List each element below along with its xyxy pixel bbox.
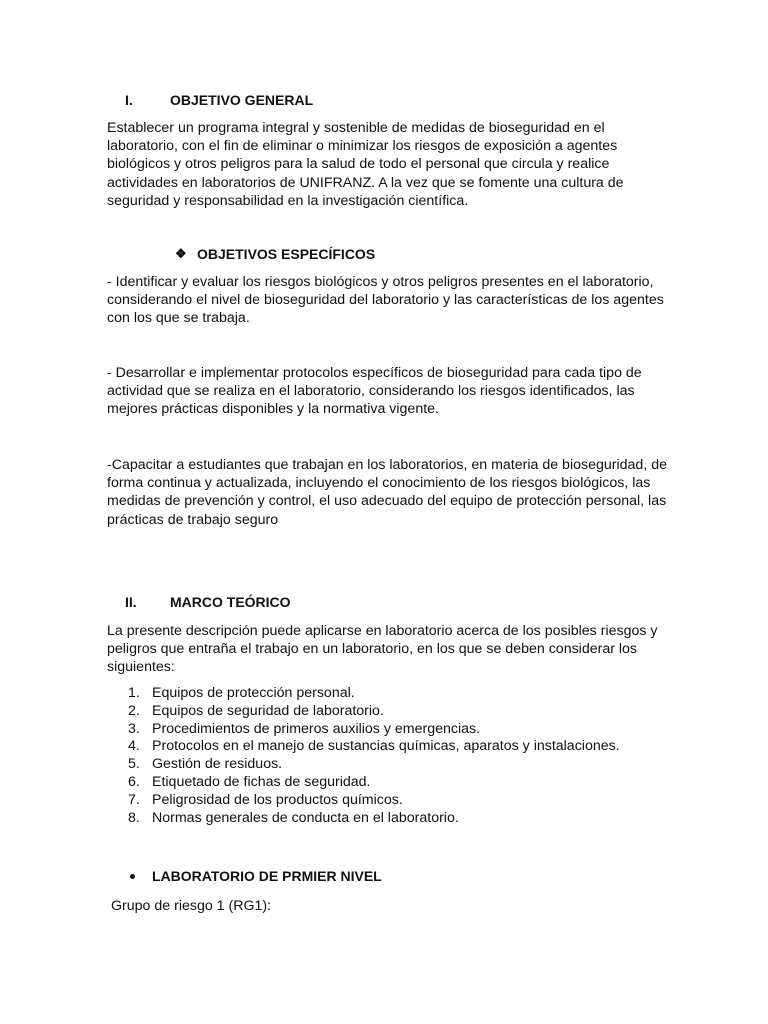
list-item [107, 810, 667, 828]
paragraph-line: Establecer un programa integral y sostenible de medidas de bioseguridad en el [107, 120, 605, 136]
list-item-number: 8. [128, 809, 140, 826]
bullet-dot-icon [130, 874, 135, 879]
paragraph-line: biológicos y otros peligros para la salud de todo el personal que circula y realice [107, 156, 610, 173]
objetivo-general-paragraph [107, 119, 667, 210]
paragraph-line: - Identificar y evaluar los riesgos biológicos y otros peligros presentes en el laboratorio, [107, 274, 654, 290]
objetivo-especifico-item [107, 364, 667, 419]
list-item [107, 756, 667, 774]
list-item-text: Normas generales de conducta en el laboratorio. [152, 809, 459, 826]
list-item-number: 4. [128, 738, 140, 755]
paragraph-line: actividad que se realiza en el laboratorio, considerando los riesgos identificados, las [107, 383, 635, 400]
list-item-text: Peligrosidad de los productos químicos. [152, 791, 403, 808]
paragraph-line: -Capacitar a estudiantes que trabajan en los laboratorios, en materia de bioseguridad, de [107, 457, 667, 473]
paragraph-line: prácticas de trabajo seguro [107, 511, 279, 528]
list-item [107, 703, 667, 721]
section-title: OBJETIVO GENERAL [170, 92, 314, 108]
section-title: LABORATORIO DE PRMIER NIVEL [152, 868, 382, 884]
diamond-bullet-icon: ❖ [175, 246, 187, 261]
paragraph-line: laboratorio, con el fin de eliminar o minimizar los riesgos de exposición a agentes [107, 138, 618, 155]
paragraph-line: Grupo de riesgo 1 (RG1): [111, 898, 272, 914]
marco-teorico-paragraph [107, 622, 667, 677]
paragraph-line: actividades en laboratorios de UNIFRANZ. A la vez que se fomente una cultura de [107, 174, 624, 191]
list-item-text: Equipos de seguridad de laboratorio. [152, 702, 384, 719]
objetivo-especifico-item [107, 273, 667, 328]
paragraph-line: La presente descripción puede aplicarse en laboratorio acerca de los posibles riesgos y [107, 623, 658, 639]
list-item-text: Etiquetado de fichas de seguridad. [152, 773, 371, 790]
list-item-text: Gestión de residuos. [152, 756, 283, 773]
paragraph-line: considerando el nivel de bioseguridad del laboratorio y las características de los agentes [107, 292, 664, 309]
section-number: I. [125, 92, 133, 108]
list-item [107, 738, 667, 756]
section-title: OBJETIVOS ESPECÍFICOS [197, 246, 376, 262]
section-title: MARCO TEÓRICO [170, 594, 291, 610]
paragraph-line: siguientes: [107, 659, 175, 676]
paragraph-line: seguridad y responsabilidad en la investigación científica. [107, 192, 469, 209]
list-item-number: 7. [128, 791, 140, 808]
paragraph-line: peligros que entraña el trabajo en un laboratorio, en los que se deben considerar los [107, 641, 638, 658]
paragraph-line: forma continua y actualizada, incluyendo el conocimiento de los riesgos biológicos, las [107, 475, 651, 492]
list-item [107, 774, 667, 792]
paragraph-line: medidas de prevención y control, el uso adecuado del equipo de protección personal, las [107, 493, 667, 510]
numbered-list [107, 685, 667, 827]
list-item-text: Protocolos en el manejo de sustancias químicas, aparatos y instalaciones. [152, 738, 620, 755]
list-item [107, 721, 667, 739]
list-item [107, 792, 667, 810]
list-item-number: 5. [128, 756, 140, 773]
grupo-riesgo-subtitle [111, 897, 671, 915]
list-item-number: 1. [128, 685, 140, 701]
section-number: II. [125, 594, 137, 610]
list-item-number: 3. [128, 720, 140, 737]
list-item-number: 6. [128, 773, 140, 790]
list-item [107, 685, 667, 703]
list-item-number: 2. [128, 702, 140, 719]
objetivo-especifico-item [107, 456, 667, 529]
paragraph-line: con los que se trabaja. [107, 310, 250, 327]
paragraph-line: mejores prácticas disponibles y la normativa vigente. [107, 401, 439, 418]
list-item-text: Procedimientos de primeros auxilios y emergencias. [152, 720, 481, 737]
list-item-text: Equipos de protección personal. [152, 685, 355, 701]
paragraph-line: - Desarrollar e implementar protocolos específicos de bioseguridad para cada tipo de [107, 365, 642, 381]
